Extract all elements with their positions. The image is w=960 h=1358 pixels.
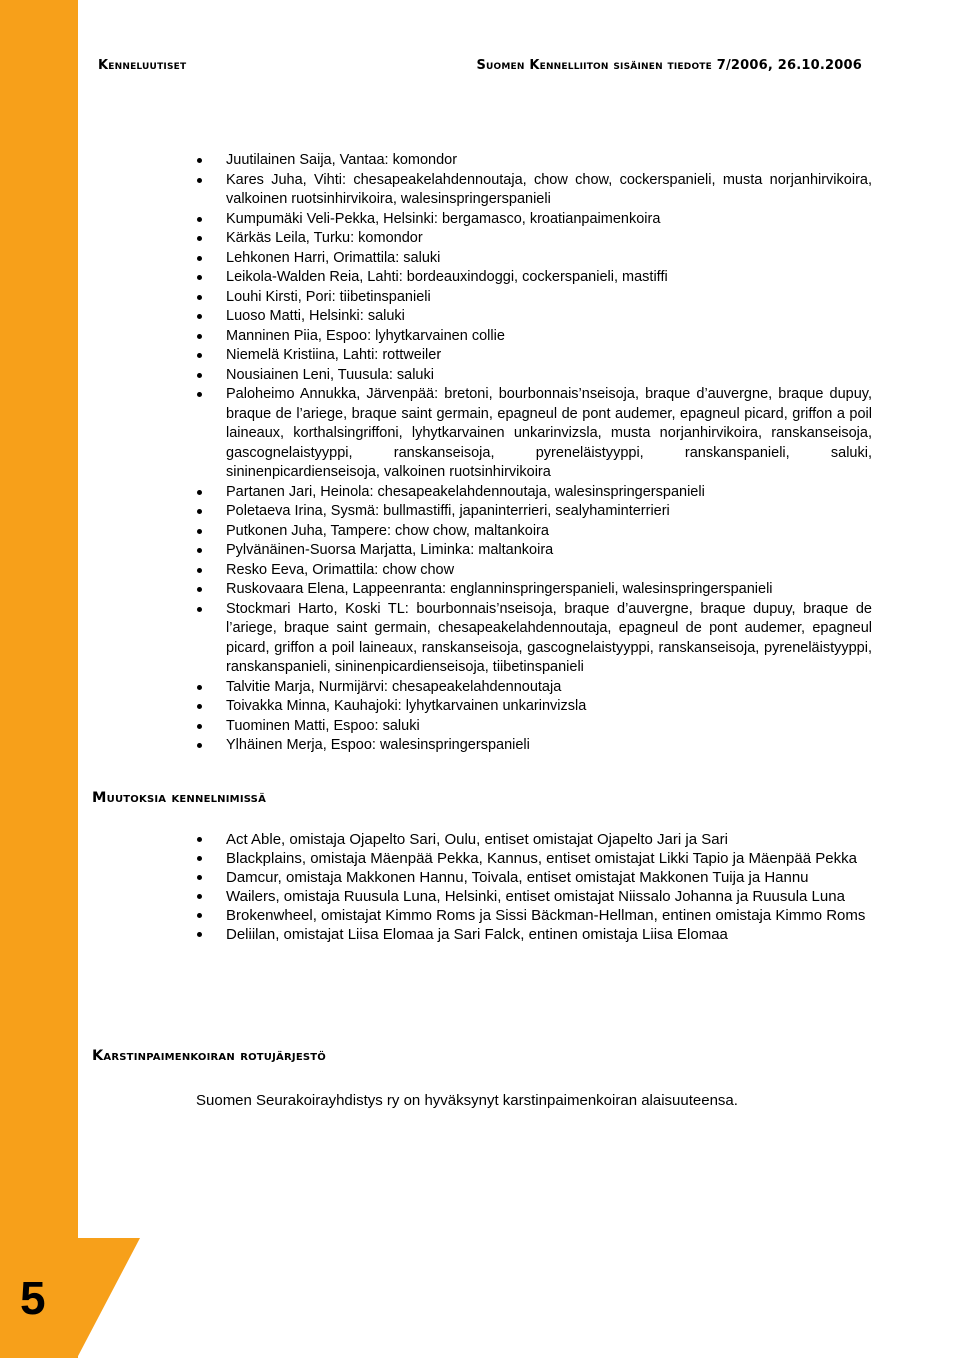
list-item: Lehkonen Harri, Orimattila: saluki — [196, 249, 872, 269]
list-item: Kares Juha, Vihti: chesapeakelahdennoutaja, chow chow, cockerspanieli, musta norjanhirvikoira, valkoinen ruotsinhirvikoira, walesinspringerspanieli — [196, 171, 872, 210]
list-item: Wailers, omistaja Ruusula Luna, Helsinki, entiset omistajat Niissalo Johanna ja Ruusula Luna — [196, 887, 872, 906]
list-item: Blackplains, omistaja Mäenpää Pekka, Kannus, entiset omistajat Likki Tapio ja Mäenpää Pekka — [196, 849, 872, 868]
list-item: Resko Eeva, Orimattila: chow chow — [196, 561, 872, 581]
section-heading-kennel-changes: Muutoksia kennelnimissä — [92, 790, 267, 806]
list-item: Talvitie Marja, Nurmijärvi: chesapeakelahdennoutaja — [196, 678, 872, 698]
list-item: Manninen Piia, Espoo: lyhytkarvainen collie — [196, 327, 872, 347]
list-item: Tuominen Matti, Espoo: saluki — [196, 717, 872, 737]
list-item: Kumpumäki Veli-Pekka, Helsinki: bergamasco, kroatianpaimenkoira — [196, 210, 872, 230]
header-publication-info: Suomen Kennelliiton sisäinen tiedote 7/2006, 26.10.2006 — [476, 58, 862, 73]
list-item: Act Able, omistaja Ojapelto Sari, Oulu, entiset omistajat Ojapelto Jari ja Sari — [196, 830, 872, 849]
list-item: Niemelä Kristiina, Lahti: rottweiler — [196, 346, 872, 366]
list-item: Brokenwheel, omistajat Kimmo Roms ja Sissi Bäckman-Hellman, entinen omistaja Kimmo Roms — [196, 906, 872, 925]
section-heading-breed-club: Karstinpaimenkoiran rotujärjestö — [92, 1048, 326, 1064]
list-item: Putkonen Juha, Tampere: chow chow, maltankoira — [196, 522, 872, 542]
list-item: Toivakka Minna, Kauhajoki: lyhytkarvainen unkarinvizsla — [196, 697, 872, 717]
breeder-list — [196, 151, 872, 756]
list-item: Poletaeva Irina, Sysmä: bullmastiffi, japaninterrieri, sealyhaminterrieri — [196, 502, 872, 522]
list-item: Luoso Matti, Helsinki: saluki — [196, 307, 872, 327]
list-item: Deliilan, omistajat Liisa Elomaa ja Sari Falck, entinen omistaja Liisa Elomaa — [196, 925, 872, 944]
list-item: Damcur, omistaja Makkonen Hannu, Toivala, entiset omistajat Makkonen Tuija ja Hannu — [196, 868, 872, 887]
list-item: Partanen Jari, Heinola: chesapeakelahdennoutaja, walesinspringerspanieli — [196, 483, 872, 503]
list-item: Nousiainen Leni, Tuusula: saluki — [196, 366, 872, 386]
header-section-title: Kenneluutiset — [98, 58, 187, 73]
kennel-change-list — [196, 830, 872, 945]
list-item: Leikola-Walden Reia, Lahti: bordeauxindoggi, cockerspanieli, mastiffi — [196, 268, 872, 288]
list-item: Stockmari Harto, Koski TL: bourbonnais’nseisoja, braque d’auvergne, braque dupuy, braque de l’ariege, braque saint germain, chesapeakelahdennoutaja, epagneul de pont audemer, epagneul picard, griffon a poil laineaux, ranskanseisoja, gascognelaistyyppi, ranskanseisoja, pyreneläistyyppi, ranskanspanieli, sininenpicardienseisoja, tiibetinspanieli — [196, 600, 872, 678]
list-item: Kärkäs Leila, Turku: komondor — [196, 229, 872, 249]
list-item: Louhi Kirsti, Pori: tiibetinspanieli — [196, 288, 872, 308]
page-header — [98, 58, 862, 78]
breed-club-paragraph: Suomen Seurakoirayhdistys ry on hyväksynyt karstinpaimenkoiran alaisuuteensa. — [196, 1092, 738, 1109]
list-item: Paloheimo Annukka, Järvenpää: bretoni, bourbonnais’nseisoja, braque d’auvergne, braque dupuy, braque de l’ariege, braque saint germain, epagneul de pont audemer, epagneul picard, griffon a poil laineaux, korthalsingriffoni, lyhytkarvainen unkarinvizsla, musta norjanhirvikoira, ranskanseisoja, gascognelaistyyppi, ranskanseisoja, pyreneläistyyppi, ranskanspanieli, saluki, sininenpicardienseisoja, valkoinen ruotsinhirvikoira — [196, 385, 872, 483]
list-item: Ruskovaara Elena, Lappeenranta: englanninspringerspanieli, walesinspringerspanieli — [196, 580, 872, 600]
list-item: Ylhäinen Merja, Espoo: walesinspringerspanieli — [196, 736, 872, 756]
list-item: Juutilainen Saija, Vantaa: komondor — [196, 151, 872, 171]
page-number: 5 — [20, 1272, 46, 1324]
orange-margin-band — [0, 0, 78, 1358]
list-item: Pylvänäinen-Suorsa Marjatta, Liminka: maltankoira — [196, 541, 872, 561]
